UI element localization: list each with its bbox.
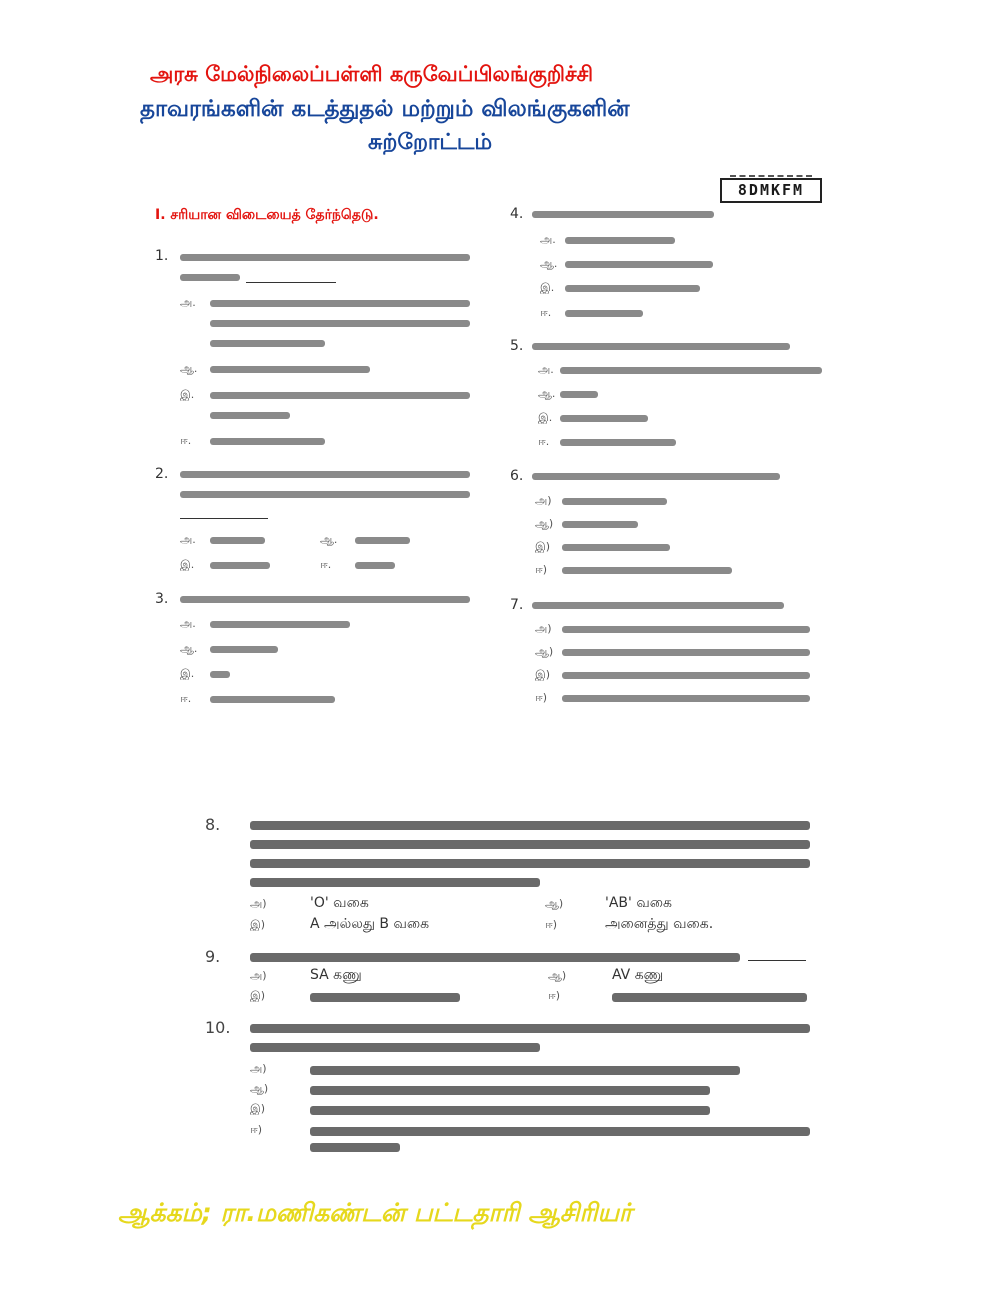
q1-option-b-text <box>210 366 370 373</box>
q5-option-b-marker: ஆ. <box>538 387 556 400</box>
q7-option-a-text <box>562 626 810 633</box>
q7-option-b-text <box>562 649 810 656</box>
q8-option-b-text: 'AB' வகை <box>605 895 672 911</box>
question-8-text <box>250 840 810 849</box>
q8-option-a-marker: அ) <box>250 897 267 910</box>
q8-option-a-text: 'O' வகை <box>310 895 369 911</box>
q1-option-a-text <box>210 340 325 347</box>
q3-option-d-marker: ஈ. <box>180 692 192 705</box>
question-2-text <box>180 491 470 498</box>
question-9-number: 9. <box>205 947 221 966</box>
q3-option-d-text <box>210 696 335 703</box>
question-8-number: 8. <box>205 815 221 834</box>
question-2-blank[interactable] <box>180 518 268 519</box>
q1-option-d-marker: ஈ. <box>180 434 192 447</box>
question-4-text <box>532 211 714 218</box>
q7-option-b-marker: ஆ) <box>535 645 554 658</box>
q10-option-d-text <box>310 1143 400 1152</box>
q10-option-b-marker: ஆ) <box>250 1082 269 1095</box>
q5-option-a-marker: அ. <box>538 363 554 376</box>
q6-option-a-text <box>562 498 667 505</box>
q4-option-b-marker: ஆ. <box>540 257 558 270</box>
q1-option-a-text <box>210 300 470 307</box>
school-name: அரசு மேல்நிலைப்பள்ளி கருவேப்பிலங்குறிச்சி <box>150 62 594 86</box>
q5-option-d-marker: ஈ. <box>538 435 550 448</box>
q3-option-b-marker: ஆ. <box>180 642 198 655</box>
q3-option-b-text <box>210 646 278 653</box>
q8-option-c-marker: இ) <box>250 918 265 931</box>
q10-option-b-text <box>310 1086 710 1095</box>
q5-option-c-marker: இ. <box>538 411 553 424</box>
q7-option-c-marker: இ) <box>535 668 550 681</box>
q1-option-b-marker: ஆ. <box>180 362 198 375</box>
q5-option-b-text <box>560 391 598 398</box>
q5-option-d-text <box>560 439 676 446</box>
question-10-number: 10. <box>205 1018 231 1037</box>
q7-option-d-marker: ஈ) <box>535 691 548 704</box>
question-8-text <box>250 878 540 887</box>
q9-option-d-text <box>612 993 807 1002</box>
q1-option-c-marker: இ. <box>180 388 195 401</box>
q4-option-a-text <box>565 237 675 244</box>
q7-option-d-text <box>562 695 810 702</box>
worksheet-code-box: 8DMKFM <box>720 178 822 203</box>
q5-option-c-text <box>560 415 648 422</box>
question-6-text <box>532 473 780 480</box>
question-4-number: 4. <box>510 206 524 222</box>
worksheet-title-line1: தாவரங்களின் கடத்துதல் மற்றும் விலங்குகளின் <box>140 96 630 122</box>
question-9-text <box>250 953 740 962</box>
q6-option-b-text <box>562 521 638 528</box>
q1-option-a-marker: அ. <box>180 296 196 309</box>
q7-option-a-marker: அ) <box>535 622 552 635</box>
q4-option-b-text <box>565 261 713 268</box>
q3-option-c-marker: இ. <box>180 667 195 680</box>
question-8-text <box>250 821 810 830</box>
q2-option-a-marker: அ. <box>180 533 196 546</box>
question-10-text <box>250 1043 540 1052</box>
q8-option-d-text: அனைத்து வகை. <box>605 916 714 932</box>
q2-option-c-text <box>210 562 270 569</box>
q6-option-c-marker: இ) <box>535 540 550 553</box>
question-2-text <box>180 471 470 478</box>
question-8-text <box>250 859 810 868</box>
q9-option-a-text: SA கணு <box>310 967 362 983</box>
question-9-blank[interactable] <box>748 960 806 961</box>
question-2-number: 2. <box>155 466 169 482</box>
q2-option-b-text <box>355 537 410 544</box>
q9-option-c-text <box>310 993 460 1002</box>
q2-option-b-marker: ஆ. <box>320 533 338 546</box>
q5-option-a-text <box>560 367 822 374</box>
q9-option-c-marker: இ) <box>250 989 265 1002</box>
q3-option-a-marker: அ. <box>180 617 196 630</box>
q4-option-a-marker: அ. <box>540 233 556 246</box>
question-1-blank[interactable] <box>246 282 336 283</box>
question-5-text <box>532 343 790 350</box>
question-7-text <box>532 602 784 609</box>
q1-option-c-text <box>210 392 470 399</box>
question-3-text <box>180 596 470 603</box>
author-credit: ஆக்கம்; ரா.மணிகண்டன் பட்டதாரி ஆசிரியர் <box>118 1198 632 1227</box>
q3-option-a-text <box>210 621 350 628</box>
q1-option-d-text <box>210 438 325 445</box>
q9-option-d-marker: ஈ) <box>548 989 561 1002</box>
q10-option-c-marker: இ) <box>250 1102 265 1115</box>
q8-option-c-text: A அல்லது B வகை <box>310 916 430 932</box>
question-5-number: 5. <box>510 338 524 354</box>
question-7-number: 7. <box>510 597 524 613</box>
q6-option-c-text <box>562 544 670 551</box>
q2-option-d-marker: ஈ. <box>320 558 332 571</box>
q2-option-c-marker: இ. <box>180 558 195 571</box>
q10-option-a-text <box>310 1066 740 1075</box>
worksheet-title-line2: சுற்றோட்டம் <box>368 130 493 155</box>
q4-option-c-text <box>565 285 700 292</box>
q4-option-c-marker: இ. <box>540 281 555 294</box>
question-3-number: 3. <box>155 591 169 607</box>
q9-option-b-text: AV கணு <box>612 967 664 983</box>
q2-option-a-text <box>210 537 265 544</box>
q4-option-d-marker: ஈ. <box>540 306 552 319</box>
q6-option-b-marker: ஆ) <box>535 517 554 530</box>
q4-option-d-text <box>565 310 643 317</box>
question-10-text <box>250 1024 810 1033</box>
q1-option-a-text <box>210 320 470 327</box>
q7-option-c-text <box>562 672 810 679</box>
q8-option-d-marker: ஈ) <box>545 918 558 931</box>
question-1-text <box>180 254 470 261</box>
section-heading: I. சரியான விடையைத் தேர்ந்தெடு. <box>155 207 379 223</box>
q3-option-c-text <box>210 671 230 678</box>
q10-option-d-text <box>310 1127 810 1136</box>
q8-option-b-marker: ஆ) <box>545 897 564 910</box>
question-1-number: 1. <box>155 248 169 264</box>
q6-option-a-marker: அ) <box>535 494 552 507</box>
q2-option-d-text <box>355 562 395 569</box>
q9-option-a-marker: அ) <box>250 969 267 982</box>
q6-option-d-text <box>562 567 732 574</box>
q6-option-d-marker: ஈ) <box>535 563 548 576</box>
question-1-text <box>180 274 240 281</box>
q10-option-c-text <box>310 1106 710 1115</box>
question-6-number: 6. <box>510 468 524 484</box>
q10-option-d-marker: ஈ) <box>250 1123 263 1136</box>
q1-option-c-text <box>210 412 290 419</box>
q9-option-b-marker: ஆ) <box>548 969 567 982</box>
q10-option-a-marker: அ) <box>250 1062 267 1075</box>
